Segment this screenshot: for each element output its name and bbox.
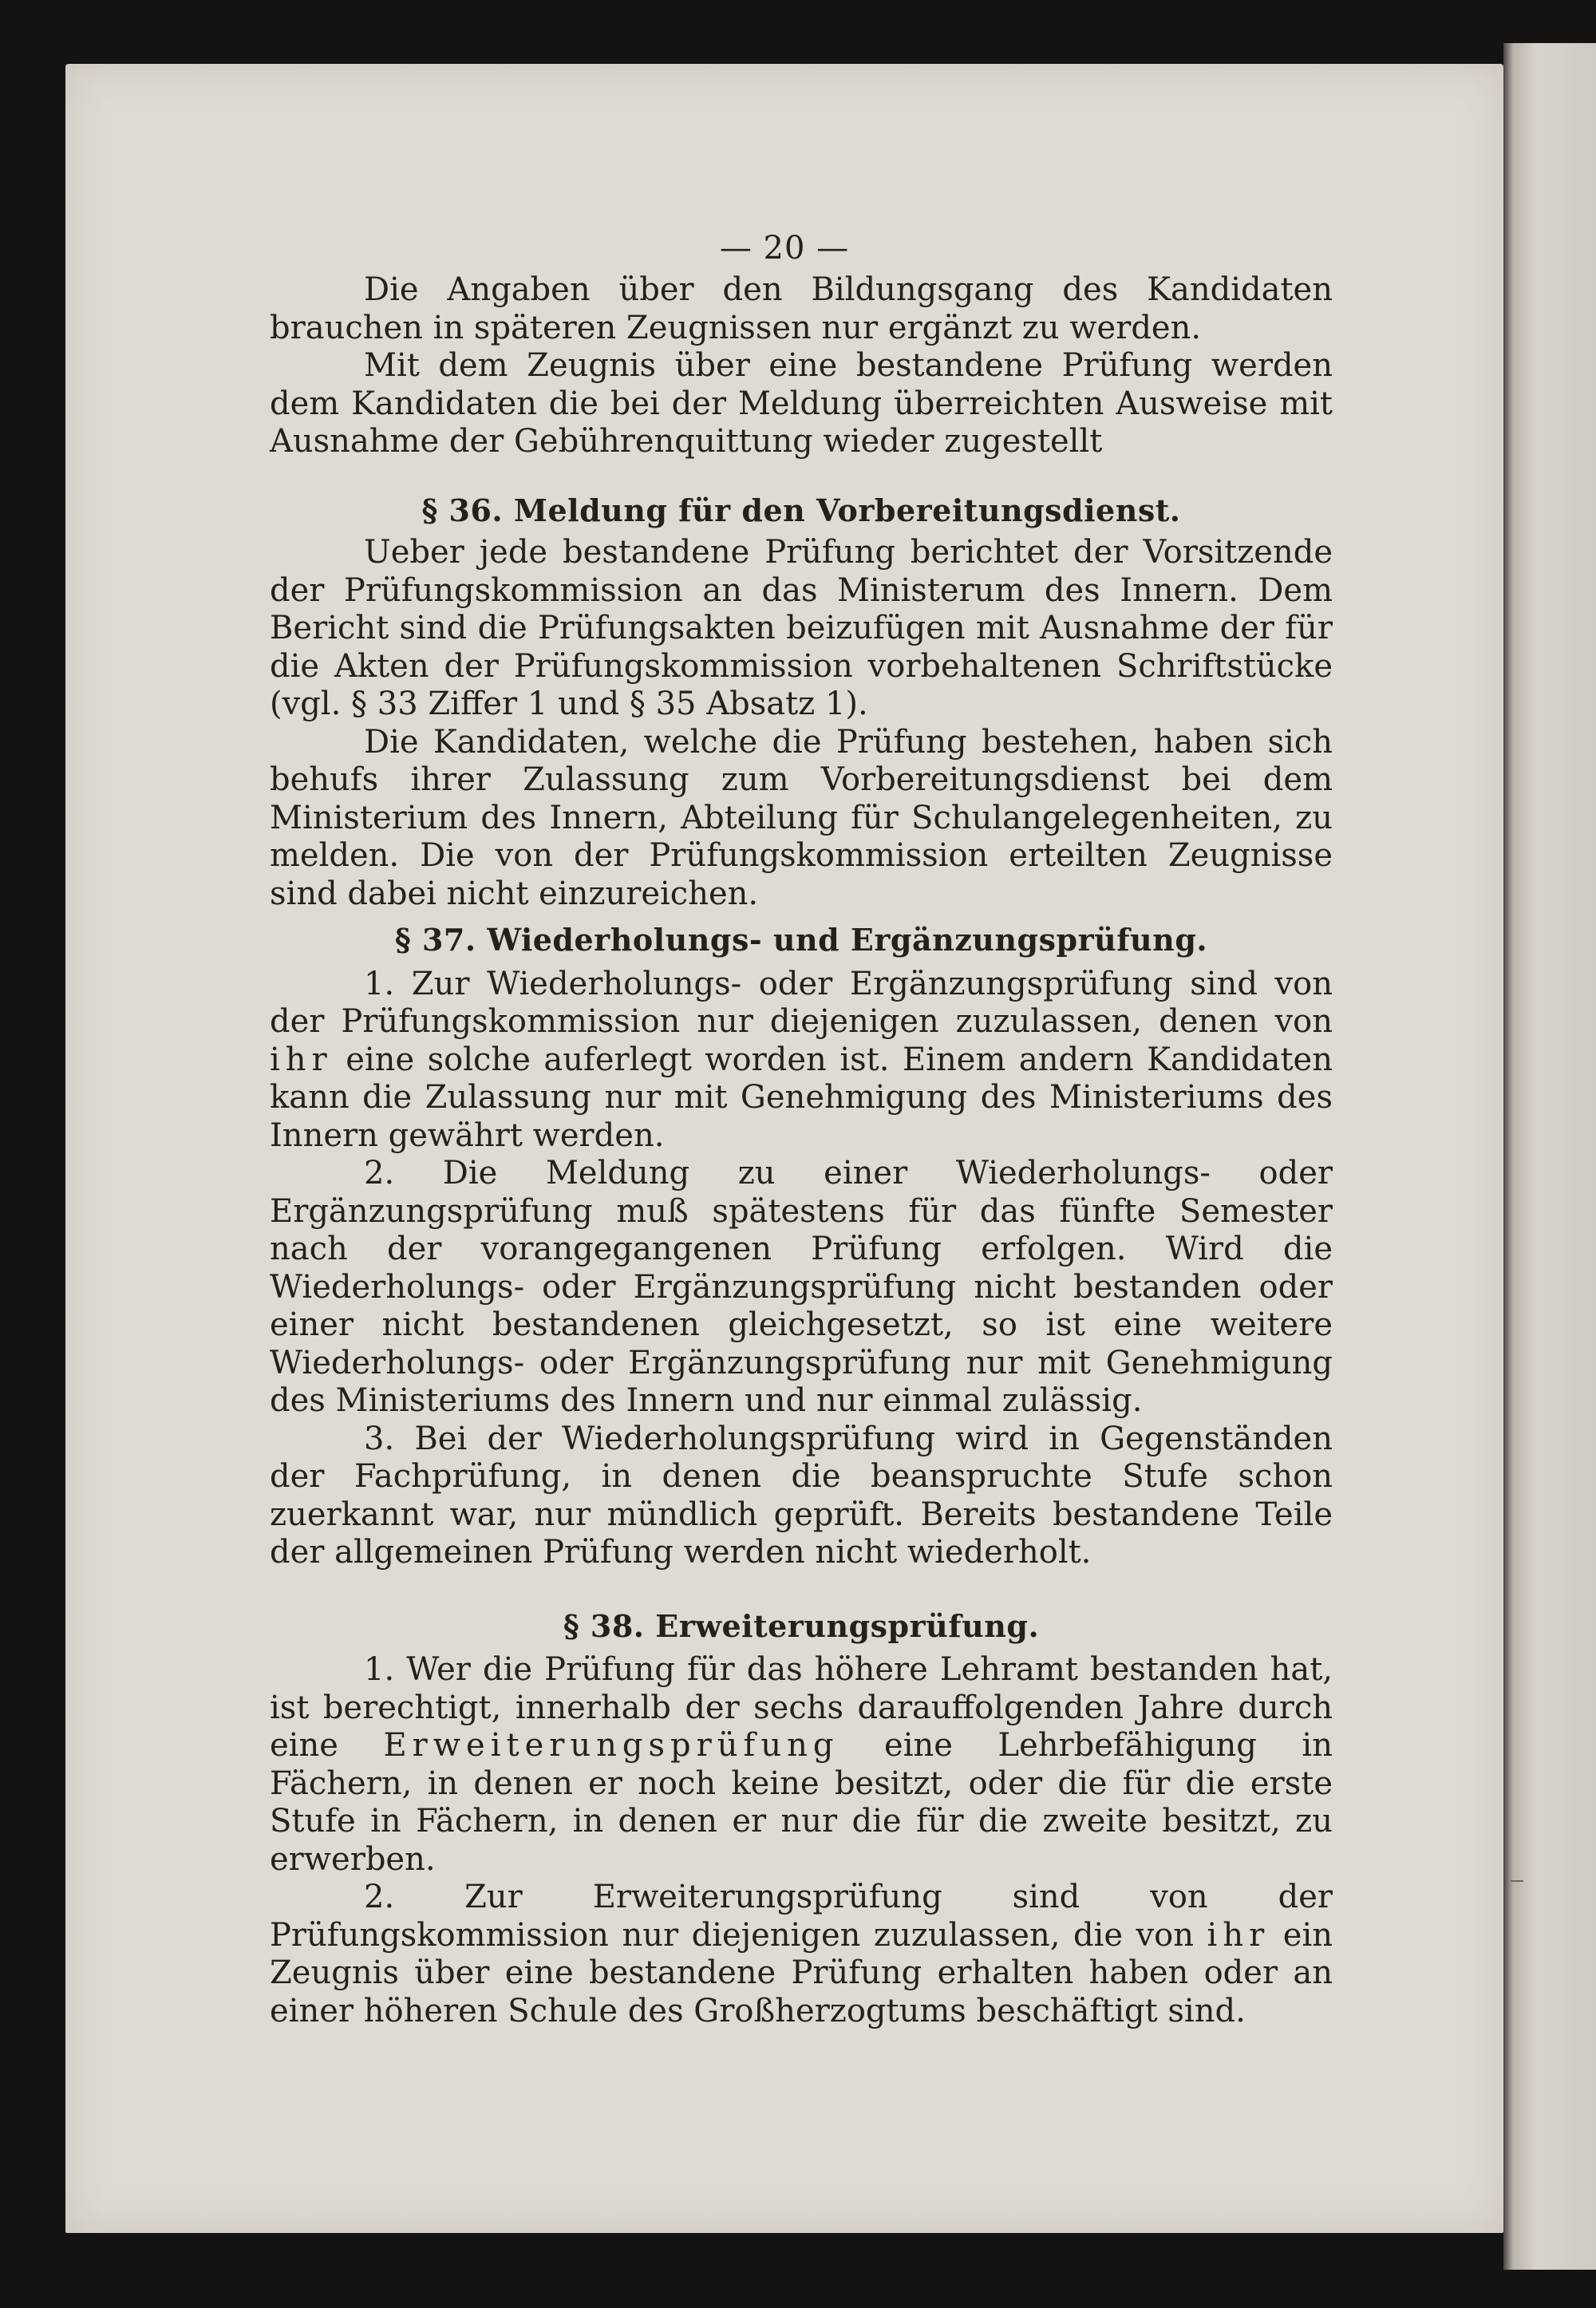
page-number: — 20 — [719, 230, 850, 267]
paragraph-38-1-text-b: eine Lehrbefähigung in Fächern, in denen er noch keine besitzt, oder die für die erste Stufe in Fächern, in denen er nur die für die zweite besitzt, zu erwerben. [270, 1727, 1333, 1878]
paragraph-37-1 [270, 966, 1333, 1156]
paragraph-37-1-emphasis: ihr [270, 1041, 333, 1078]
header-spacer [270, 231, 1333, 271]
paragraph-37-1-text-a: 1. Zur Wiederholungs- oder Ergänzungsprüfung sind von der Prüfungskommission nur diejenigen zuzulassen, denen von [270, 965, 1333, 1040]
paragraph-bildungsgang: Die Angaben über den Bildungsgang des Kandidaten brauchen in späteren Zeugnissen nur ergänzt zu werden. [270, 271, 1333, 346]
paragraph-37-1-text-b: eine solche auferlegt worden ist. Einem andern Kandidaten kann die Zulassung nur mit Genehmigung des Ministeriums des Innern gewährt werden. [270, 1041, 1333, 1154]
section-heading-37: § 37. Wiederholungs- und Ergänzungsprüfung. [394, 922, 1208, 958]
paragraph-38-1-emphasis: Erweiterungsprüfung [383, 1727, 839, 1764]
paragraph-38-1 [270, 1651, 1333, 1879]
section-heading-38: § 38. Erweiterungsprüfung. [563, 1607, 1040, 1644]
paragraph-38-2-emphasis: ihr [1207, 1916, 1270, 1954]
paragraph-37-2: 2. Die Meldung zu einer Wiederholungs- oder Ergänzungsprüfung muß spätestens für das fünfte Semester nach der vorangegangenen Prüfung erfolgen. Wird die Wiederholungs- oder Ergänzungsprüfung nicht bestanden oder einer nicht bestandenen gleichgesetzt, so ist eine weitere Wiederholungs- oder Ergänzungsprüfung nur mit Genehmigung des Ministeriums des Innern und nur einmal zulässig. [270, 1155, 1333, 1419]
paragraph-36-bericht: Ueber jede bestandene Prüfung berichtet der Vorsitzende der Prüfungskommission an das Ministerum des Innern. Dem Bericht sind die Prüfungsakten beizufügen mit Ausnahme der für die Akten der Prüfungskommission vorbehaltenen Schriftstücke (vgl. § 33 Ziffer 1 und § 35 Absatz 1). [270, 534, 1333, 722]
paragraph-zeugnis-zustellung: Mit dem Zeugnis über eine bestandene Prüfung werden dem Kandidaten die bei der Meldung überreichten Ausweise mit Ausnahme der Gebührenquittung wieder zugestellt [270, 347, 1333, 460]
section-heading-36: § 36. Meldung für den Vorbereitungsdienst. [421, 492, 1181, 528]
paragraph-38-2 [270, 1879, 1333, 2030]
paragraph-38-1-text-a: 1. Wer die Prüfung für das höhere Lehramt bestanden hat, ist berechtigt, innerhalb der sechs darauffolgenden Jahre durch eine [270, 1651, 1333, 1764]
paragraph-37-3: 3. Bei der Wiederholungsprüfung wird in Gegenständen der Fachprüfung, in denen die beanspruchte Stufe schon zuerkannt war, nur mündlich geprüft. Bereits bestandene Teile der allgemeinen Prüfung werden nicht wiederholt. [270, 1420, 1333, 1571]
page-body [270, 231, 1333, 2030]
paragraph-38-2-text-a: 2. Zur Erweiterungsprüfung sind von der Prüfungskommission nur diejenigen zuzulassen, die von [270, 1879, 1333, 1954]
paragraph-38-2-text-b: ein Zeugnis über eine bestandene Prüfung erhalten haben oder an einer höheren Schule des Großherzogtums beschäftigt sind. [270, 1916, 1333, 2029]
paragraph-36-meldung: Die Kandidaten, welche die Prüfung bestehen, haben sich behufs ihrer Zulassung zum Vorbereitungsdienst bei dem Ministerium des Innern, Abteilung für Schulangelegenheiten, zu melden. Die von der Prüfungskommission erteilten Zeugnisse sind dabei nicht einzureichen. [270, 723, 1333, 912]
gutter-mark [1511, 1880, 1523, 1882]
book-gutter [1503, 43, 1596, 2270]
